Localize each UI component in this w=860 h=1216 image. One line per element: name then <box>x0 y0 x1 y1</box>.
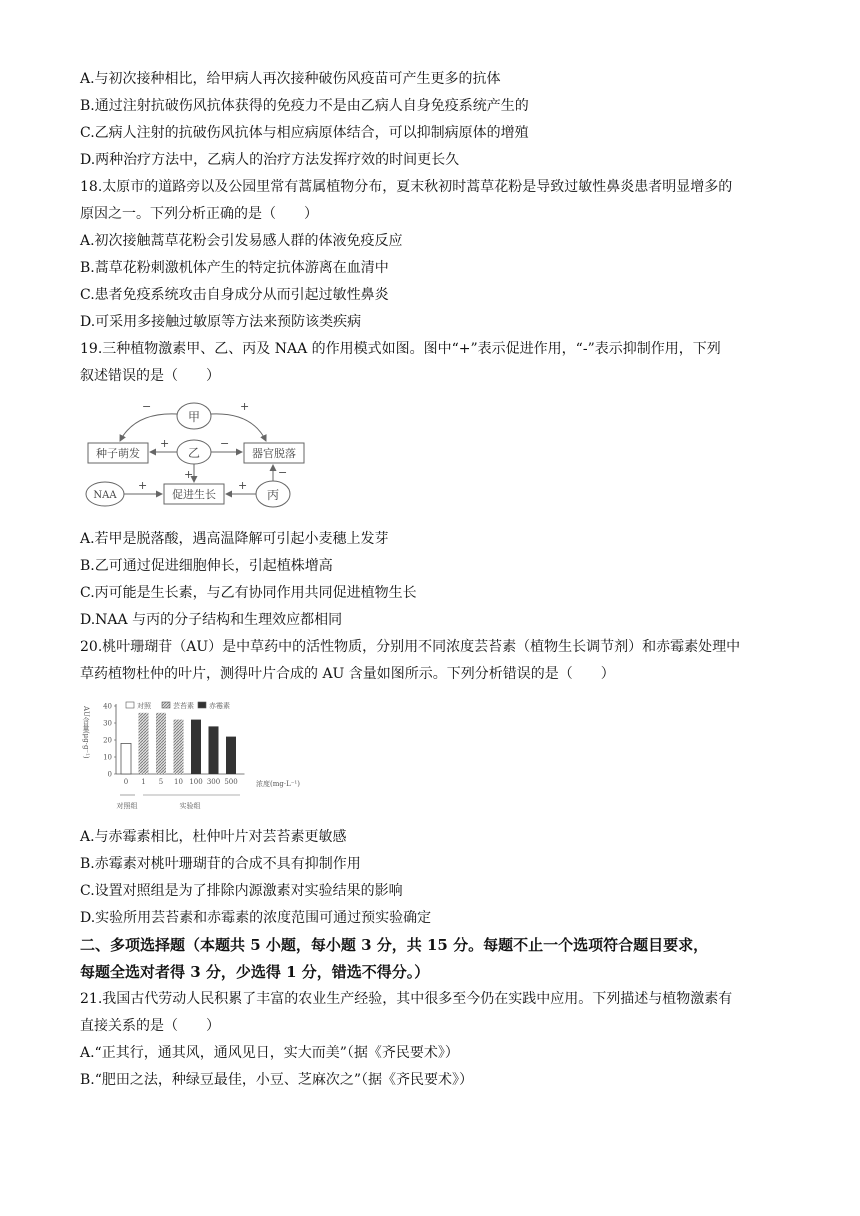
q19-stem-line1: 19.三种植物激素甲、乙、丙及 NAA 的作用模式如图。图中“+”表示促进作用，“-”表示抑制作用，下列 <box>80 341 721 357</box>
bar-gibberellin-300 <box>209 726 219 774</box>
q19-option-b: B.乙可通过促进细胞伸长，引起植株增高 <box>80 558 333 574</box>
q18-option-a: A.初次接触蒿草花粉会引发易感人群的体液免疫反应 <box>80 233 403 249</box>
sign-jia-seed: − <box>142 400 152 413</box>
legend-swatch <box>126 702 134 708</box>
node-naa-label: NAA <box>93 490 117 501</box>
q20-option-a: A.与赤霉素相比，杜仲叶片对芸苔素更敏感 <box>80 829 347 845</box>
x-tick-label: 100 <box>189 778 203 786</box>
node-yi-label: 乙 <box>187 446 201 460</box>
box-growth-label: 促进生长 <box>172 488 216 501</box>
sign-naa-growth: + <box>138 479 148 492</box>
q20-option-c: C.设置对照组是为了排除内源激素对实验结果的影响 <box>80 883 403 899</box>
q20-stem-line2: 草药植物杜仲的叶片，测得叶片合成的 AU 含量如图所示。下列分析错误的是（ ） <box>80 666 615 682</box>
x-axis-label: 浓度(mg·L⁻¹) <box>256 780 300 788</box>
bar-gibberellin-100 <box>191 720 201 774</box>
y-tick-label: 10 <box>103 753 112 762</box>
q17-option-d: D.两种治疗方法中，乙病人的治疗方法发挥疗效的时间更长久 <box>80 152 460 168</box>
x-tick-label: 10 <box>174 778 183 786</box>
q20-option-b: B.赤霉素对桃叶珊瑚苷的合成不具有抑制作用 <box>80 856 361 872</box>
section-two-title-line1: 二、多项选择题（本题共 5 小题，每小题 3 分，共 15 分。每题不止一个选项符合题目要求， <box>80 936 709 954</box>
q18-option-c: C.患者免疫系统攻击自身成分从而引起过敏性鼻炎 <box>80 287 389 303</box>
legend-label: 芸苔素 <box>173 702 194 710</box>
hormone-diagram <box>80 398 320 516</box>
q20-stem-line1: 20.桃叶珊瑚苷（AU）是中草药中的活性物质，分别用不同浓度芸苔素（植物生长调节剂）和赤霉素处理中 <box>80 639 741 655</box>
q18-option-b: B.蒿草花粉刺激机体产生的特定抗体游离在血清中 <box>80 260 389 276</box>
group-label-experiment: 实验组 <box>179 802 201 810</box>
bar-brassinolide-1 <box>139 713 149 774</box>
box-organ-label: 器官脱落 <box>252 447 296 460</box>
bar-gibberellin-500 <box>226 737 236 774</box>
legend-label: 赤霉素 <box>209 702 230 710</box>
q19-option-d: D.NAA 与丙的分子结构和生理效应都相同 <box>80 612 343 628</box>
y-tick-label: 0 <box>107 770 112 779</box>
box-seed-label: 种子萌发 <box>96 447 140 460</box>
q18-stem-line1: 18.太原市的道路旁以及公园里常有蒿属植物分布，夏末秋初时蒿草花粉是导致过敏性鼻炎患者明显增多的 <box>80 179 733 195</box>
q21-option-b: B.“肥田之法，种绿豆最佳，小豆、芝麻次之”（据《齐民要术》） <box>80 1072 474 1088</box>
q20-option-d: D.实验所用芸苔素和赤霉素的浓度范围可通过预实验确定 <box>80 910 432 926</box>
x-tick-label: 5 <box>158 778 164 786</box>
legend-swatch <box>198 702 206 708</box>
sign-yi-organ: − <box>220 437 230 450</box>
sign-bing-organ: − <box>278 466 288 479</box>
q21-option-a: A.“正其行，通其风，通风见日，实大而美”（据《齐民要术》） <box>80 1045 459 1061</box>
q19-option-c: C.丙可能是生长素，与乙有协同作用共同促进植物生长 <box>80 585 417 601</box>
q21-stem-line1: 21.我国古代劳动人民积累了丰富的农业生产经验，其中很多至今仍在实践中应用。下列描述与植物激素有 <box>80 991 733 1007</box>
node-bing-label: 丙 <box>266 488 280 502</box>
sign-yi-seed: + <box>160 437 170 450</box>
sign-yi-growth: + <box>184 468 194 481</box>
bar-control-0 <box>121 743 131 774</box>
legend-label: 对照 <box>137 702 151 710</box>
legend-swatch <box>162 702 170 708</box>
q18-option-d: D.可采用多接触过敏原等方法来预防该类疾病 <box>80 314 362 330</box>
q17-option-a: A.与初次接种相比，给甲病人再次接种破伤风疫苗可产生更多的抗体 <box>80 71 501 87</box>
x-tick-label: 300 <box>206 778 221 786</box>
y-tick-label: 40 <box>103 702 112 711</box>
x-tick-label: 1 <box>141 778 146 786</box>
group-label-control: 对照组 <box>116 802 138 810</box>
q17-option-c: C.乙病人注射的抗破伤风抗体与相应病原体结合，可以抑制病原体的增殖 <box>80 125 529 141</box>
y-axis-label: AU含量(μg·g⁻¹) <box>82 706 90 759</box>
sign-jia-organ: + <box>240 400 250 413</box>
section-two-title-line2: 每题全选对者得 3 分，少选得 1 分，错选不得分。） <box>80 963 430 981</box>
au-bar-chart <box>80 698 320 818</box>
q21-stem-line2: 直接关系的是（ ） <box>80 1018 220 1034</box>
y-tick-label: 30 <box>103 719 112 728</box>
bar-brassinolide-5 <box>156 713 166 774</box>
q17-option-b: B.通过注射抗破伤风抗体获得的免疫力不是由乙病人自身免疫系统产生的 <box>80 98 529 114</box>
x-tick-label: 0 <box>123 778 129 786</box>
y-tick-label: 20 <box>103 736 112 745</box>
x-tick-label: 500 <box>224 778 238 786</box>
bar-brassinolide-10 <box>174 720 184 774</box>
q19-stem-line2: 叙述错误的是（ ） <box>80 368 220 384</box>
q18-stem-line2: 原因之一。下列分析正确的是（ ） <box>80 206 318 222</box>
sign-bing-growth: + <box>238 479 248 492</box>
q19-option-a: A.若甲是脱落酸，遇高温降解可引起小麦穗上发芽 <box>80 531 389 547</box>
node-jia-label: 甲 <box>187 410 201 424</box>
